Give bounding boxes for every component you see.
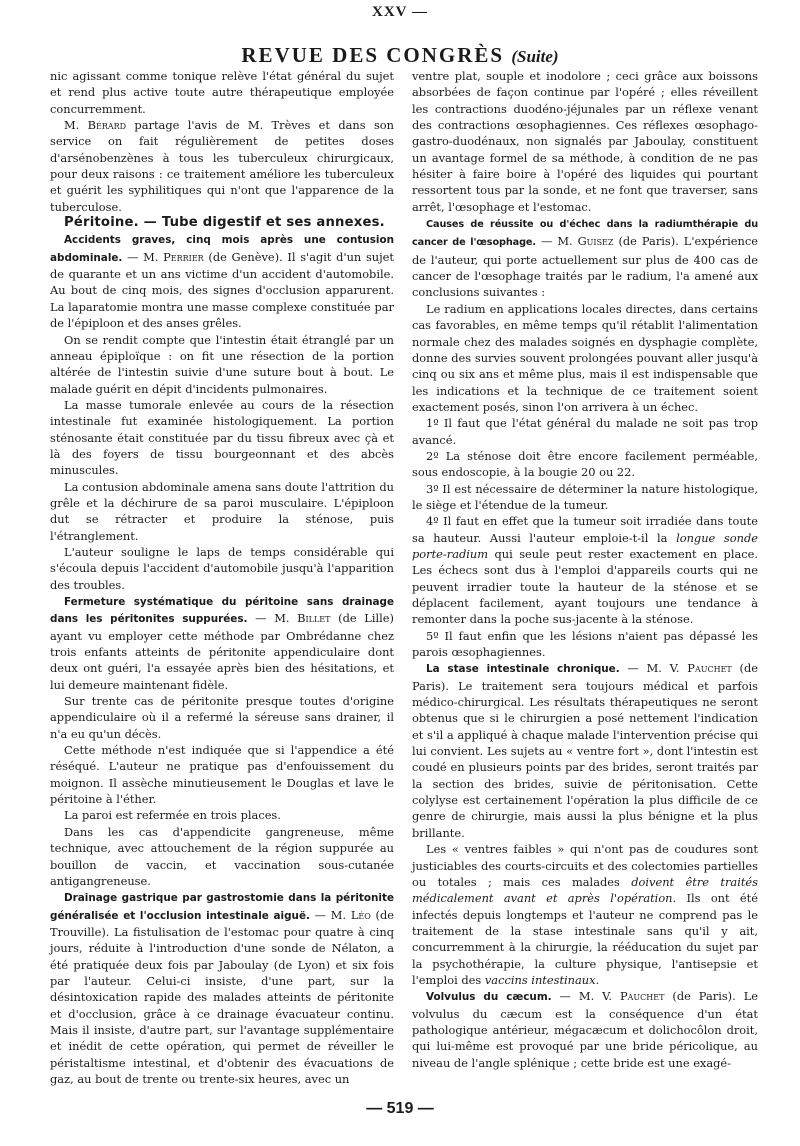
dash: — M. [247,611,298,626]
list-item-text: 4º Il faut en effet que la tumeur soit irradiée dans toute sa hauteur. Aussi l'auteur emploie-t-il la [412,514,758,545]
paragraph-text: Les « ventres faibles » qui n'ont pas de coudures sont justiciables des courts-circuits et des colectomies partielles ou totales ; mais ces malades [412,842,758,889]
paragraph [50,117,394,215]
list-item: 1º Il faut que l'état général du malade ne soit pas trop avancé. [412,416,758,447]
title-suffix: (Suite) [511,47,559,66]
paragraph-text: (de Lille) ayant vu employer cette méthode par Ombrédanne chez trois enfants atteints de péritonite appendiculaire dont deux ont guéri, l'a essayée après bien des hésitations, et lui demeure maintenant fidèle. [50,611,394,692]
author-name: Perrier [163,249,204,264]
paragraph-text: . Ils ont été infectés depuis longtemps et l'auteur ne comprend pas le traitement de la stase intestinale sans qu'il y ait, concurremment à la chirurgie, la rééducation du sujet par la psychothérapie, la culture physique, l'antisepsie et l'emploi des [412,891,758,987]
paragraph: Sur trente cas de péritonite presque toutes d'origine appendiculaire où il a refermé la séreuse sans drainer, il n'a eu qu'un décès. [50,694,394,741]
list-item-text: qui seule peut rester exactement en place. Les échecs sont dus à l'emploi d'appareils courts qui ne peuvent irradier toute la hauteur de la sténose et se déplacent facilement, ayant toujours une tendance à remonter dans la poche sus-jacente à la sténose. [412,546,758,627]
article-heading: Drainage gastrique par gastrostomie dans la péritonite généralisée et l'occlusion intestinale aiguë. [50,892,394,922]
paragraph: La masse tumorale enlevée au cours de la résection intestinale fut examinée histologiquement. La portion sténosante était constituée par du tissu fibreux avec çà et là des foyers de tissu bourgeonnant et des abcès minuscules. [50,397,394,478]
paragraph-text: (de Trouville). La fistulisation de l'estomac pour quatre à cinq jours, réduite à l'introduction d'une sonde de Nélaton, a été pratiquée deux fois par Jaboulay (de Lyon) et six fois par l'auteur. Celui-ci insiste, d'une part, sur la désintoxication rapide des malades atteints de péritonite et d'occlusion, grâce à ce drainage évacuateur continu. Mais il insiste, d'autre part, sur l'avantage supplémentaire et inédit de cette opération, qui permet de réveiller le péristaltisme intestinal, et d'obtenir des évacuations de gaz, au bout de trente ou trente-six heures, avec un [50,907,394,1086]
article-drainage [50,889,394,1087]
paragraph: Dans les cas d'appendicite gangreneuse, même technique, avec attouchement de la région suppurée au bouillon de vaccin, et vaccination sous-cutanée antigangreneuse. [50,824,394,888]
article-fermeture [50,593,394,693]
italic-text: longue sonde porte-radium [412,530,759,561]
title-text: REVUE DES CONGRÈS [241,43,505,67]
right-column [412,68,758,1071]
paragraph [412,841,758,988]
article-stase [412,660,758,841]
article-heading: Causes de réussite ou d'échec dans la radiumthérapie du cancer de l'œsophage. [412,219,758,249]
left-column [50,68,394,1087]
paragraph: nic agissant comme tonique relève l'état général du sujet et rend plus active toute autre thérapeutique employée concurremment. [50,69,394,116]
article-heading: Fermeture systématique du péritoine sans drainage dans les péritonites suppurées. [50,596,394,626]
article-heading: Accidents graves, cinq mois après une contusion abdominale. [50,234,394,264]
list-item: 5º Il faut enfin que les lésions n'aient pas dépassé les parois œsophagiennes. [412,628,758,660]
dash: — M. [309,907,351,922]
section-number: XXV — [372,4,428,20]
dash: — M. [535,234,578,249]
article-volvulus [412,988,758,1071]
section-heading: Péritoine. — Tube digestif et ses annexes. [64,215,385,231]
paragraph: On se rendit compte que l'intestin était étranglé par un anneau épiploïque : on fit une résection de la portion altérée de l'intestin suivie d'une suture bout à bout. Le malade guérit en dépit d'incidents pulmonaires. [50,332,394,396]
author-name: Guisez [577,234,614,249]
article-heading: Volvulus du cæcum. [426,991,552,1004]
list-item [412,513,758,627]
italic-text: doivent être traités médicalement avant et après l'opération [412,874,758,906]
paragraph: Cette méthode n'est indiquée que si l'appendice a été réséqué. L'auteur ne pratique pas d'enfouissement du moignon. Il assèche minutieusement le Douglas et lave le péritoine à l'éther. [50,743,394,807]
paragraph: Le radium en applications locales directes, dans certains cas favorables, en même temps qu'il rétablit l'alimentation normale chez des malades soignés en dysphagie complète, donne des survies souvent prolongées pouvant aller jusqu'à cinq ou six ans et même plus, mais il est indispensable que les indications et la technique de ce traitement soient exactement posés, sinon l'on arrivera à un échec. [412,301,758,414]
paragraph-text: (de Paris). Le traitement sera toujours médical et parfois médico-chirurgical. Les résultats thérapeutiques ne seront obtenus que si le chirurgien a posé nettement l'indication et s'il a appliqué à chaque malade l'intervention précise qui lui convient. Les sujets au « ventre fort », dont l'intestin est coudé en plusieurs points par des brides, seront traités par la section des brides, suivie de péritonisation. Cette colylyse est certainement l'opération la plus difficile de ce genre de chirurgie, mais aussi la plus bénigne et la plus brillante. [412,661,758,840]
author-name: Léo [350,907,371,922]
dash: — M. V. [619,661,688,676]
paragraph-text: (de Genève). Il s'agit d'un sujet de quarante et un ans victime d'un accident d'automobile. Au bout de cinq mois, des signes d'occlusion apparurent. La laparatomie montra une masse complexe constituée par de l'épiploon et des anses grêles. [50,249,394,331]
paragraph: La paroi est refermée en trois places. [64,808,281,823]
page-title [0,42,800,70]
list-item: 2º La sténose doit être encore facilement perméable, sous endoscopie, à la bougie 20 ou 22. [412,448,758,480]
author-name: M. Bérard [64,118,127,133]
paragraph: La contusion abdominale amena sans doute l'attrition du grêle et la déchirure de sa paroi musculaire. L'épiploon dut se rétracter et produire la sténose, puis l'étranglement. [50,479,394,543]
paragraph-text: partage l'avis de M. Trèves et dans son service on fait régulièrement de petites doses d'arsénobenzènes à tous les tuberculeux chirurgicaux, pour deux raisons : ce traitement améliore les tuberculeux et guérit les syphilitiques qui n'ont que l'apparence de la tuberculose. [50,118,394,214]
author-name: Pauchet [619,989,665,1004]
dash: — M. V. [551,989,620,1004]
author-name: Pauchet [687,661,732,676]
paragraph-text: (de Paris). Le volvulus du cæcum est la conséquence d'un état pathologique antérieur, mégacæcum et dolichocôlon droit, qui lui-même est provoqué par une bride péricolique, au niveau de l'angle splénique ; cette bride est une exagé- [412,989,759,1070]
author-name: Billet [297,611,331,626]
italic-text: vaccins intestinaux [484,972,596,987]
article-radiumtherapie [412,215,758,301]
dash: — M. [122,249,164,264]
paragraph: L'auteur souligne le laps de temps considérable qui s'écoula depuis l'accident d'automobile jusqu'à l'apparition des troubles. [50,544,394,592]
paragraph-text: (de Paris). L'expérience de l'auteur, qui porte actuellement sur plus de 400 cas de cancer de l'œsophage traités par le radium, l'a amené aux conclusions suivantes : [412,234,758,300]
article-heading: La stase intestinale chronique. [426,663,620,676]
paragraph: ventre plat, souple et inodolore ; ceci grâce aux boissons absorbées de façon continue par l'opéré ; elles réveillent les contractions duodéno-jéjunales par un réflexe venant des contractions œsophagiennes. Ces réflexes œsophago-gastro-duodénaux, non signalés par Jaboulay, constituent un avantage formel de sa méthode, à condition de ne pas hésiter à faire boire à l'opéré des liquides qui pourtant ressortent tous par la sonde, et ne font que traverser, sans arrêt, l'œsophage et l'estomac. [412,69,758,214]
list-item: 3º Il est nécessaire de déterminer la nature histologique, le siège et l'étendue de la tumeur. [412,481,758,512]
article-accidents [50,231,394,331]
paragraph-text: . [595,972,600,987]
page-number: — 519 — [366,1100,434,1117]
